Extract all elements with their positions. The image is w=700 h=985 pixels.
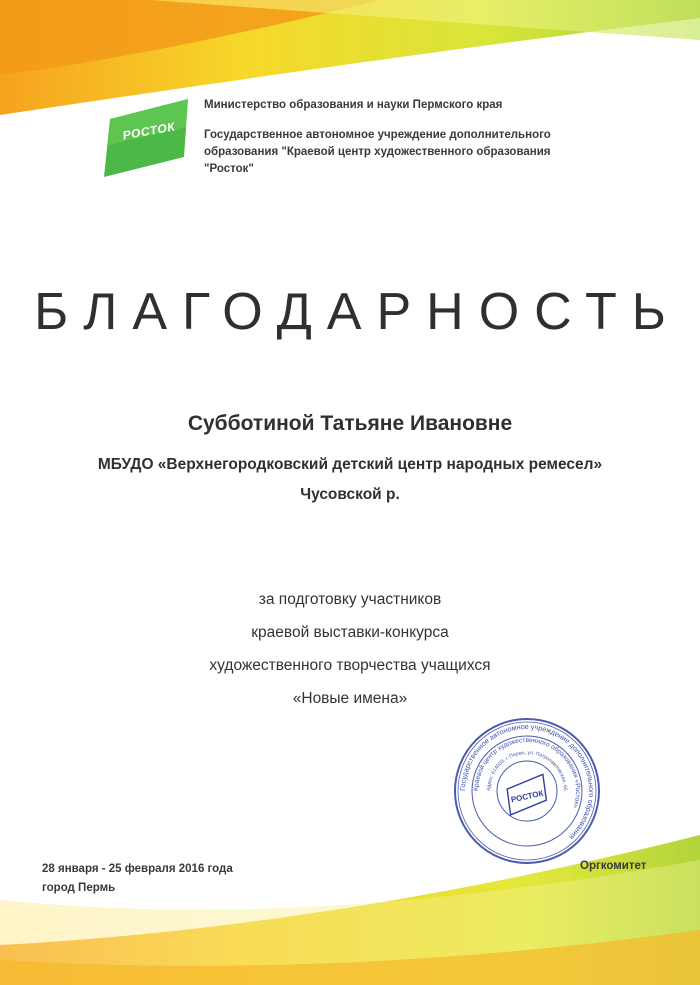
stamp-address-text: Адрес: 614000, г. Пермь, ул. Петропавловская, 65 [485, 749, 569, 792]
institution-name: Государственное автономное учреждение дополнительного образования "Краевой центр художественного образования "Росток" [204, 129, 551, 175]
reason-line: «Новые имена» [292, 690, 408, 707]
stamp-outer-text: Государственное автономное учреждение дополнительного образования [457, 721, 597, 842]
organizing-committee: Оргкомитет [580, 860, 647, 872]
svg-text:Адрес: 614000, г. Пермь, ул. П [486, 750, 568, 791]
logo-text: РОСТОК [122, 119, 176, 143]
footer-dates [42, 860, 233, 898]
reason-text [0, 583, 700, 715]
recipient-organization: МБУДО «Верхнегородковский детский центр народных ремесел» [97, 456, 603, 473]
reason-line: краевой выставки-конкурса [251, 624, 449, 641]
event-dates: 28 января - 25 февраля 2016 года [42, 863, 233, 875]
official-stamp [452, 716, 602, 866]
stamp-inner-text: Краевой центр художественного образования «Росток» [472, 736, 582, 809]
rostok-logo [100, 97, 192, 179]
reason-line: художественного творчества учащихся [209, 657, 491, 674]
recipient-name: Субботиной Татьяне Ивановне [187, 412, 513, 435]
header [100, 97, 700, 187]
stamp-center-text: РОСТОК [510, 788, 545, 805]
issuing-organization [204, 97, 674, 178]
recipient-district: Чусовской р. [300, 486, 400, 503]
event-city: город Пермь [42, 882, 116, 894]
reason-line: за подготовку участников [258, 591, 442, 608]
ministry-name: Министерство образования и науки Пермского края [204, 99, 503, 111]
stamp-logo [504, 774, 550, 815]
document-title: БЛАГОДАРНОСТЬ [34, 283, 681, 341]
